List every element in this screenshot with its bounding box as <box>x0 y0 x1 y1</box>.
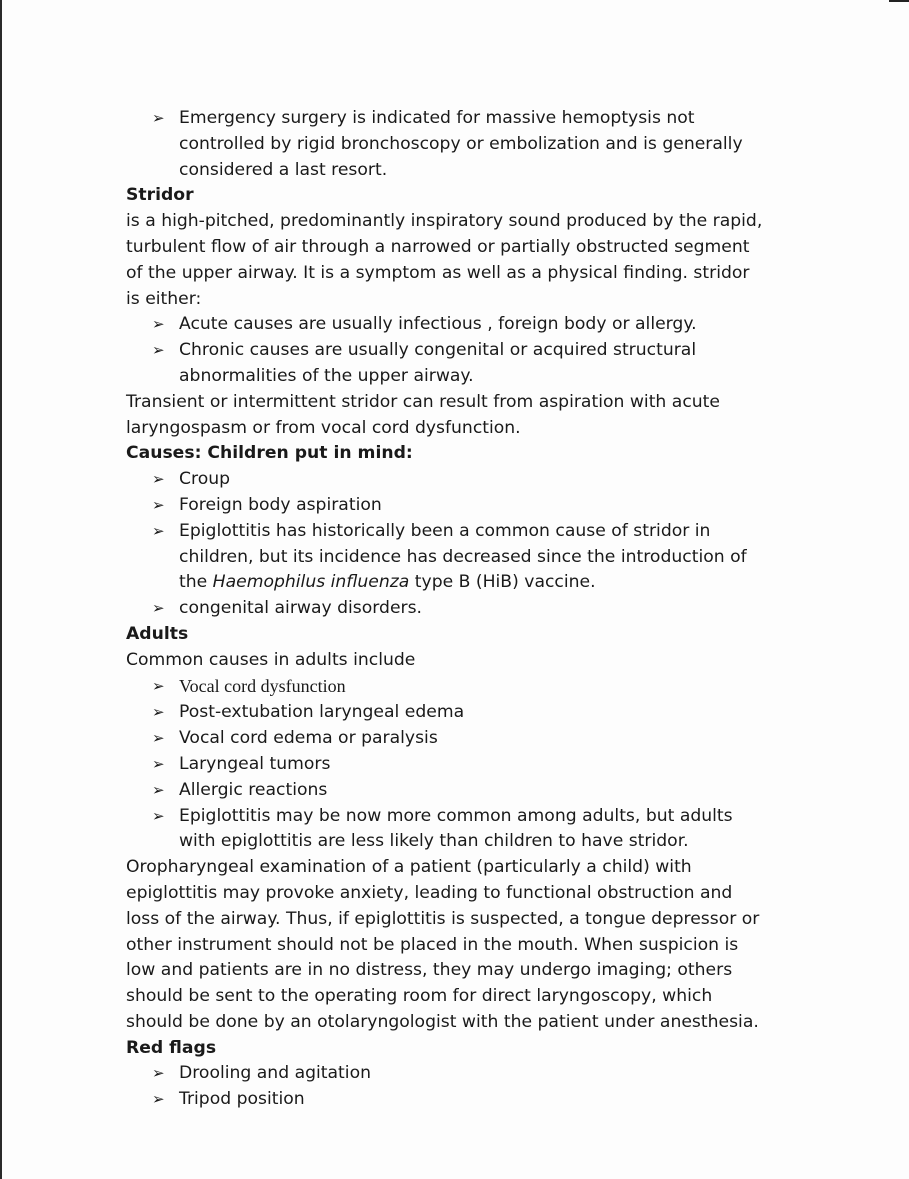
arrow-bullet-icon: ➢ <box>152 599 165 618</box>
arrow-bullet-icon: ➢ <box>152 470 165 489</box>
list-item <box>152 1087 766 1113</box>
exam-paragraph: Oropharyngeal examination of a patient (particularly a child) with epiglottitis may provoke anxiety, leading to functional obstruction and loss of the airway. Thus, if epiglottitis is suspected, a tongue depressor or other instrument should not be placed in the mouth. When suspicion is low and patients are in no distress, they may undergo imaging; others should be sent to the operating room for direct laryngoscopy, which should be done by an otolaryngologist with the patient under anesthesia. <box>126 857 760 1032</box>
list-item <box>152 1061 766 1087</box>
list-item-text: Vocal cord edema or paralysis <box>179 728 438 749</box>
arrow-bullet-icon: ➢ <box>152 495 165 514</box>
list-item-text: Vocal cord dysfunction <box>179 675 346 696</box>
arrow-bullet-icon: ➢ <box>152 1090 165 1109</box>
children-causes-list <box>126 467 766 622</box>
red-flags-list <box>126 1061 766 1113</box>
arrow-bullet-icon: ➢ <box>152 754 165 773</box>
list-item-text: Chronic causes are usually congenital or acquired structural abnormalities of the upper airway. <box>179 340 697 386</box>
list-item <box>152 804 766 856</box>
arrow-bullet-icon: ➢ <box>152 780 165 799</box>
intro-list <box>126 106 766 183</box>
list-item <box>152 752 766 778</box>
arrow-bullet-icon: ➢ <box>152 729 165 748</box>
epiglottitis-text-end: type B (HiB) vaccine. <box>409 572 596 593</box>
list-item-text: Post-extubation laryngeal edema <box>179 702 465 723</box>
arrow-bullet-icon: ➢ <box>152 806 165 825</box>
adults-intro: Common causes in adults include <box>126 649 416 670</box>
scan-edge-top-right <box>889 0 909 2</box>
arrow-bullet-icon: ➢ <box>152 703 165 722</box>
list-item <box>152 726 766 752</box>
arrow-bullet-icon: ➢ <box>152 109 165 127</box>
stridor-heading: Stridor <box>126 185 194 206</box>
list-item <box>152 106 766 183</box>
red-flags-heading: Red flags <box>126 1037 217 1058</box>
list-item-text: Tripod position <box>179 1089 305 1110</box>
list-item <box>152 778 766 804</box>
arrow-bullet-icon: ➢ <box>152 676 165 695</box>
list-item-text: Laryngeal tumors <box>179 753 331 774</box>
list-item-text: congenital airway disorders. <box>179 598 423 619</box>
list-item <box>152 493 766 519</box>
arrow-bullet-icon: ➢ <box>152 521 165 540</box>
scan-edge-left <box>0 0 2 1179</box>
list-item-text: Croup <box>179 469 231 490</box>
list-item <box>152 338 766 390</box>
transient-note: Transient or intermittent stridor can result from aspiration with acute laryngospasm or from vocal cord dysfunction. <box>126 391 720 438</box>
list-item-text: Epiglottitis may be now more common among adults, but adults with epiglottitis are less likely than children to have stridor. <box>179 805 733 852</box>
arrow-bullet-icon: ➢ <box>152 315 165 334</box>
list-item-text: Acute causes are usually infectious , foreign body or allergy. <box>179 314 697 335</box>
adult-causes-list <box>126 674 766 856</box>
list-item <box>152 700 766 726</box>
stridor-definition: is a high-pitched, predominantly inspiratory sound produced by the rapid, turbulent flow of air through a narrowed or partially obstructed segment of the upper airway. It is a symptom as well as a physical finding. stridor is either: <box>126 211 763 309</box>
epiglottitis-text-start: Epiglottitis has historically been a common cause of stridor in children, but its incidence has decreased since the introduction of the <box>179 520 747 593</box>
list-item <box>152 519 766 596</box>
list-item <box>152 312 766 338</box>
list-item <box>152 674 766 701</box>
list-item-text: Drooling and agitation <box>179 1063 371 1084</box>
haemophilus-italic: Haemophilus influenza <box>212 572 410 593</box>
arrow-bullet-icon: ➢ <box>152 341 165 360</box>
list-item-text: Allergic reactions <box>179 779 328 800</box>
causes-heading: Causes: Children put in mind: <box>126 443 413 464</box>
adults-heading: Adults <box>126 623 189 644</box>
document-page <box>126 106 766 1113</box>
list-item-text <box>179 521 747 593</box>
list-item-text: Foreign body aspiration <box>179 494 382 515</box>
list-item <box>152 467 766 493</box>
arrow-bullet-icon: ➢ <box>152 1064 165 1083</box>
stridor-types-list <box>126 312 766 389</box>
list-item <box>152 596 766 622</box>
list-item-text: Emergency surgery is indicated for massive hemoptysis not controlled by rigid bronchoscopy or embolization and is generally considered a last resort. <box>179 108 743 180</box>
